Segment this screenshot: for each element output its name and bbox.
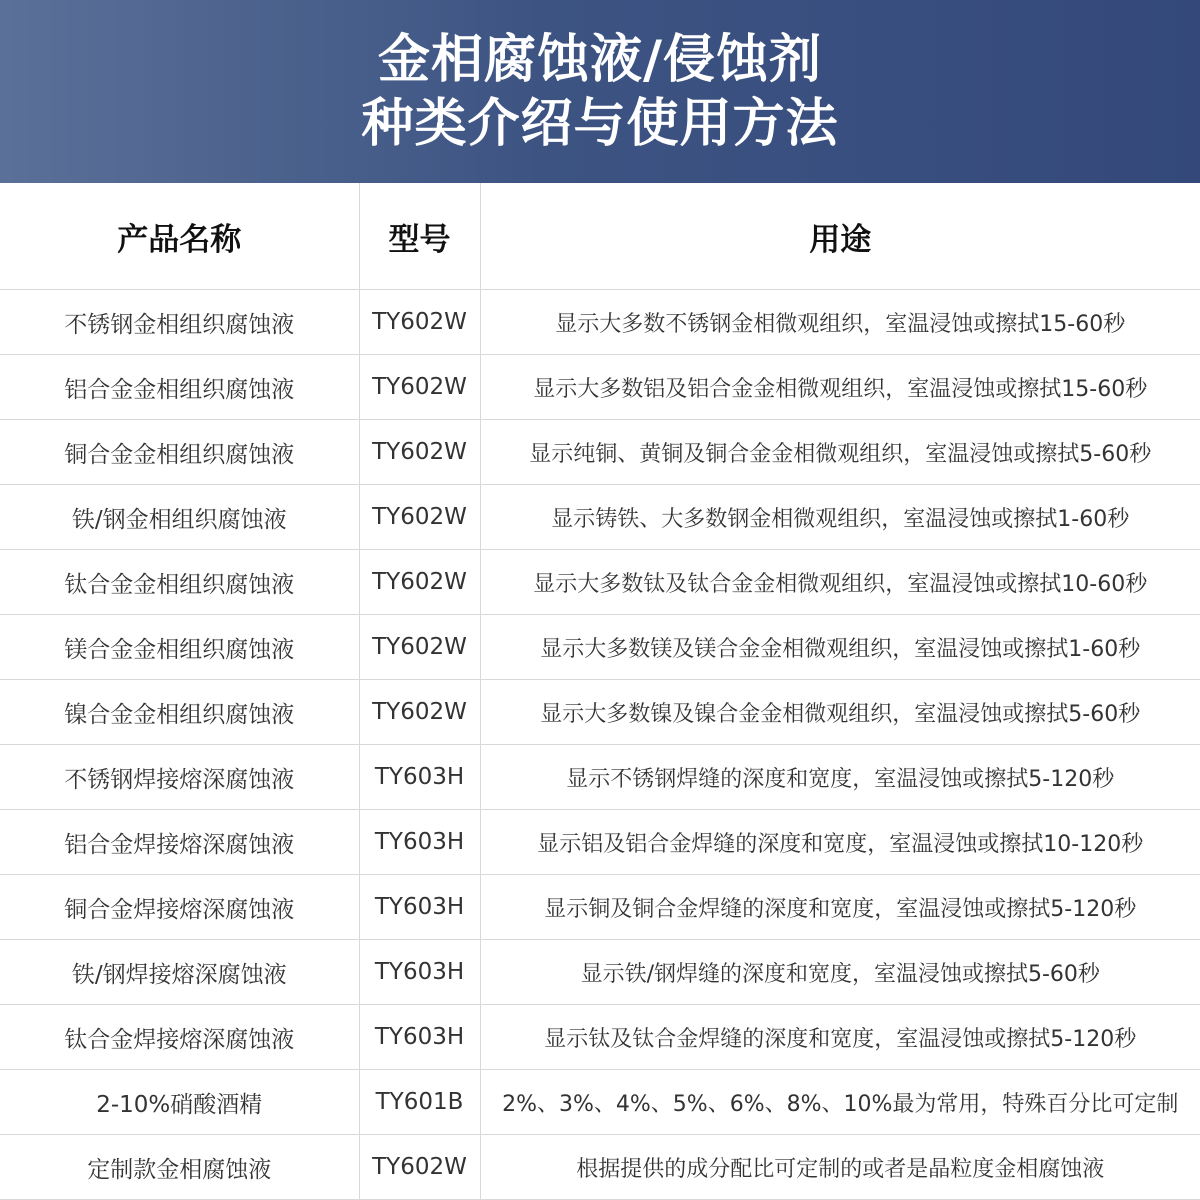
usage-cell: 显示纯铜、黄铜及铜合金金相微观组织，室温浸蚀或擦拭5-60秒 — [480, 420, 1200, 485]
product-name-cell: 钛合金金相组织腐蚀液 — [0, 550, 359, 615]
table-header-row — [0, 183, 1200, 290]
product-name-cell: 不锈钢焊接熔深腐蚀液 — [0, 745, 359, 810]
table-row — [0, 940, 1200, 1005]
model-cell: TY603H — [359, 745, 480, 810]
model-cell: TY602W — [359, 680, 480, 745]
table-row — [0, 290, 1200, 355]
table-row — [0, 680, 1200, 745]
usage-cell: 显示大多数钛及钛合金金相微观组织，室温浸蚀或擦拭10-60秒 — [480, 550, 1200, 615]
model-cell: TY603H — [359, 940, 480, 1005]
usage-cell: 显示铜及铜合金焊缝的深度和宽度，室温浸蚀或擦拭5-120秒 — [480, 875, 1200, 940]
table-row — [0, 875, 1200, 940]
product-name-cell: 铜合金金相组织腐蚀液 — [0, 420, 359, 485]
model-cell: TY603H — [359, 810, 480, 875]
table-row — [0, 485, 1200, 550]
column-header-product-name: 产品名称 — [0, 183, 359, 290]
usage-cell: 2%、3%、4%、5%、6%、8%、10%最为常用，特殊百分比可定制 — [480, 1070, 1200, 1135]
table-body — [0, 290, 1200, 1200]
title-banner — [0, 0, 1200, 183]
model-cell: TY602W — [359, 485, 480, 550]
title-line-2: 种类介绍与使用方法 — [361, 93, 839, 154]
model-cell: TY603H — [359, 1005, 480, 1070]
product-name-cell: 2-10%硝酸酒精 — [0, 1070, 359, 1135]
table-row — [0, 355, 1200, 420]
product-name-cell: 铜合金焊接熔深腐蚀液 — [0, 875, 359, 940]
product-name-cell: 铝合金金相组织腐蚀液 — [0, 355, 359, 420]
usage-cell: 显示不锈钢焊缝的深度和宽度，室温浸蚀或擦拭5-120秒 — [480, 745, 1200, 810]
column-header-model: 型号 — [359, 183, 480, 290]
model-cell: TY601B — [359, 1070, 480, 1135]
usage-cell: 根据提供的成分配比可定制的或者是晶粒度金相腐蚀液 — [480, 1135, 1200, 1200]
title-line-1: 金相腐蚀液/侵蚀剂 — [378, 29, 822, 90]
usage-cell: 显示大多数镁及镁合金金相微观组织，室温浸蚀或擦拭1-60秒 — [480, 615, 1200, 680]
product-name-cell: 钛合金焊接熔深腐蚀液 — [0, 1005, 359, 1070]
table-row — [0, 1135, 1200, 1200]
model-cell: TY603H — [359, 875, 480, 940]
product-name-cell: 不锈钢金相组织腐蚀液 — [0, 290, 359, 355]
table-row — [0, 810, 1200, 875]
table-row — [0, 550, 1200, 615]
product-name-cell: 铝合金焊接熔深腐蚀液 — [0, 810, 359, 875]
table-row — [0, 615, 1200, 680]
model-cell: TY602W — [359, 1135, 480, 1200]
table-row — [0, 1070, 1200, 1135]
usage-cell: 显示钛及钛合金焊缝的深度和宽度，室温浸蚀或擦拭5-120秒 — [480, 1005, 1200, 1070]
model-cell: TY602W — [359, 355, 480, 420]
usage-cell: 显示铝及铝合金焊缝的深度和宽度，室温浸蚀或擦拭10-120秒 — [480, 810, 1200, 875]
usage-cell: 显示大多数镍及镍合金金相微观组织，室温浸蚀或擦拭5-60秒 — [480, 680, 1200, 745]
product-name-cell: 铁/钢金相组织腐蚀液 — [0, 485, 359, 550]
table-row — [0, 420, 1200, 485]
model-cell: TY602W — [359, 615, 480, 680]
model-cell: TY602W — [359, 420, 480, 485]
product-name-cell: 铁/钢焊接熔深腐蚀液 — [0, 940, 359, 1005]
product-table — [0, 183, 1200, 1200]
product-name-cell: 镍合金金相组织腐蚀液 — [0, 680, 359, 745]
usage-cell: 显示铸铁、大多数钢金相微观组织，室温浸蚀或擦拭1-60秒 — [480, 485, 1200, 550]
model-cell: TY602W — [359, 550, 480, 615]
usage-cell: 显示大多数不锈钢金相微观组织，室温浸蚀或擦拭15-60秒 — [480, 290, 1200, 355]
product-name-cell: 镁合金金相组织腐蚀液 — [0, 615, 359, 680]
model-cell: TY602W — [359, 290, 480, 355]
usage-cell: 显示大多数铝及铝合金金相微观组织，室温浸蚀或擦拭15-60秒 — [480, 355, 1200, 420]
table-row — [0, 745, 1200, 810]
usage-cell: 显示铁/钢焊缝的深度和宽度，室温浸蚀或擦拭5-60秒 — [480, 940, 1200, 1005]
product-name-cell: 定制款金相腐蚀液 — [0, 1135, 359, 1200]
column-header-usage: 用途 — [480, 183, 1200, 290]
table-row — [0, 1005, 1200, 1070]
